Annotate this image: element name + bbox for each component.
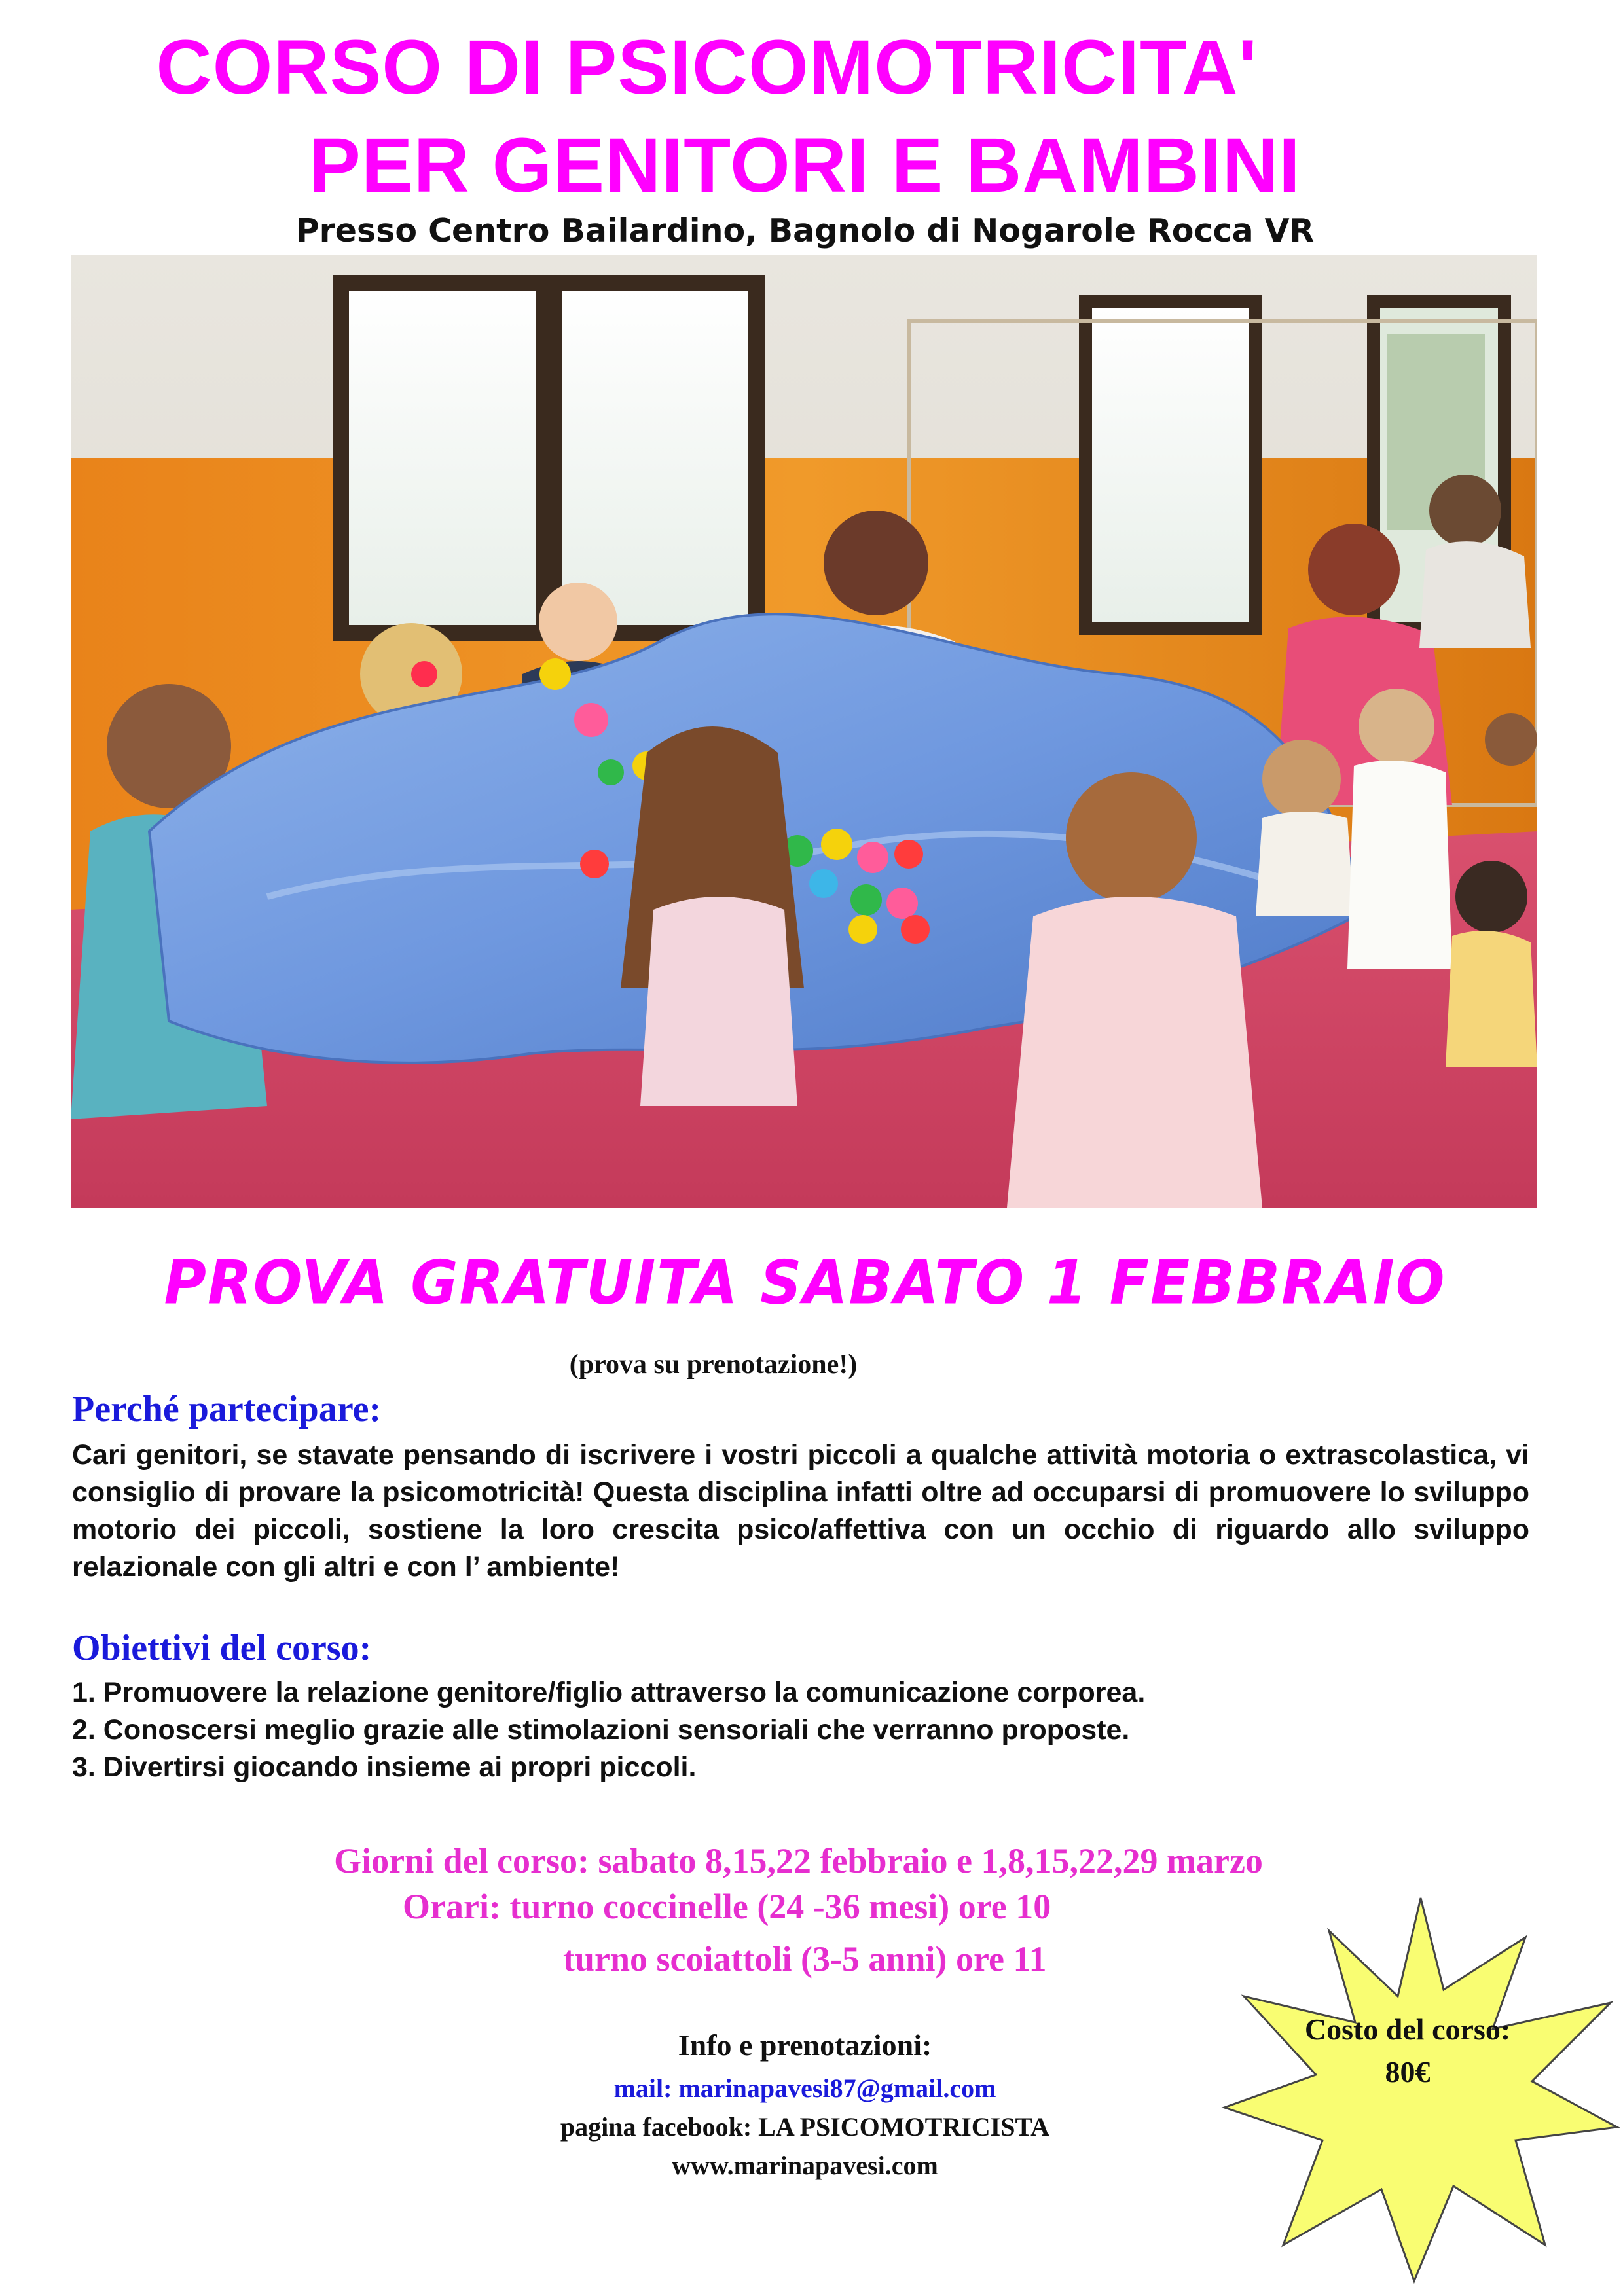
cost-value: 80€ <box>1385 2055 1431 2089</box>
course-times-line-2: turno scoiattoli (3-5 anni) ore 11 <box>563 1939 1047 1979</box>
objective-item-2: 2. Conoscersi meglio grazie alle stimolazioni sensoriali che verranno proposte. <box>72 1714 1130 1746</box>
trial-note: (prova su prenotazione!) <box>569 1350 858 1380</box>
contact-facebook[interactable]: pagina facebook: LA PSICOMOTRICISTA <box>560 2112 1050 2142</box>
title-line-1: CORSO DI PSICOMOTRICITA' <box>156 24 1258 111</box>
why-heading: Perché partecipare: <box>72 1389 382 1429</box>
location-subtitle: Presso Centro Bailardino, Bagnolo di Nogarole Rocca VR <box>295 212 1315 249</box>
objective-item-1: 1. Promuovere la relazione genitore/figlio attraverso la comunicazione corporea. <box>72 1677 1146 1708</box>
objectives-heading: Obiettivi del corso: <box>72 1628 372 1668</box>
contact-website[interactable]: www.marinapavesi.com <box>672 2151 938 2180</box>
contact-mail[interactable]: mail: marinapavesi87@gmail.com <box>613 2073 996 2103</box>
title-line-2: PER GENITORI E BAMBINI <box>309 122 1301 209</box>
cost-label: Costo del corso: <box>1304 2013 1511 2046</box>
activity-photo <box>71 255 1537 1208</box>
contact-heading: Info e prenotazioni: <box>678 2028 932 2062</box>
why-paragraph: Cari genitori, se stavate pensando di iscrivere i vostri piccoli a qualche attività motoria o extrascolastica, vi consiglio di provare la psicomotricità! Questa disciplina infatti oltre ad occuparsi di promuovere lo sviluppo motorio dei piccoli, sostiene la loro crescita psico/affettiva con un occhio di riguardo allo sviluppo relazionale con gli altri e con l’ ambiente! <box>72 1439 1529 1583</box>
course-days: Giorni del corso: sabato 8,15,22 febbraio e 1,8,15,22,29 marzo <box>334 1841 1263 1880</box>
objective-item-3: 3. Divertirsi giocando insieme ai propri piccoli. <box>72 1751 697 1783</box>
course-times-line-1: Orari: turno coccinelle (24 -36 mesi) ore 10 <box>403 1887 1051 1926</box>
trial-headline: PROVA GRATUITA SABATO 1 FEBBRAIO <box>164 1247 1446 1318</box>
